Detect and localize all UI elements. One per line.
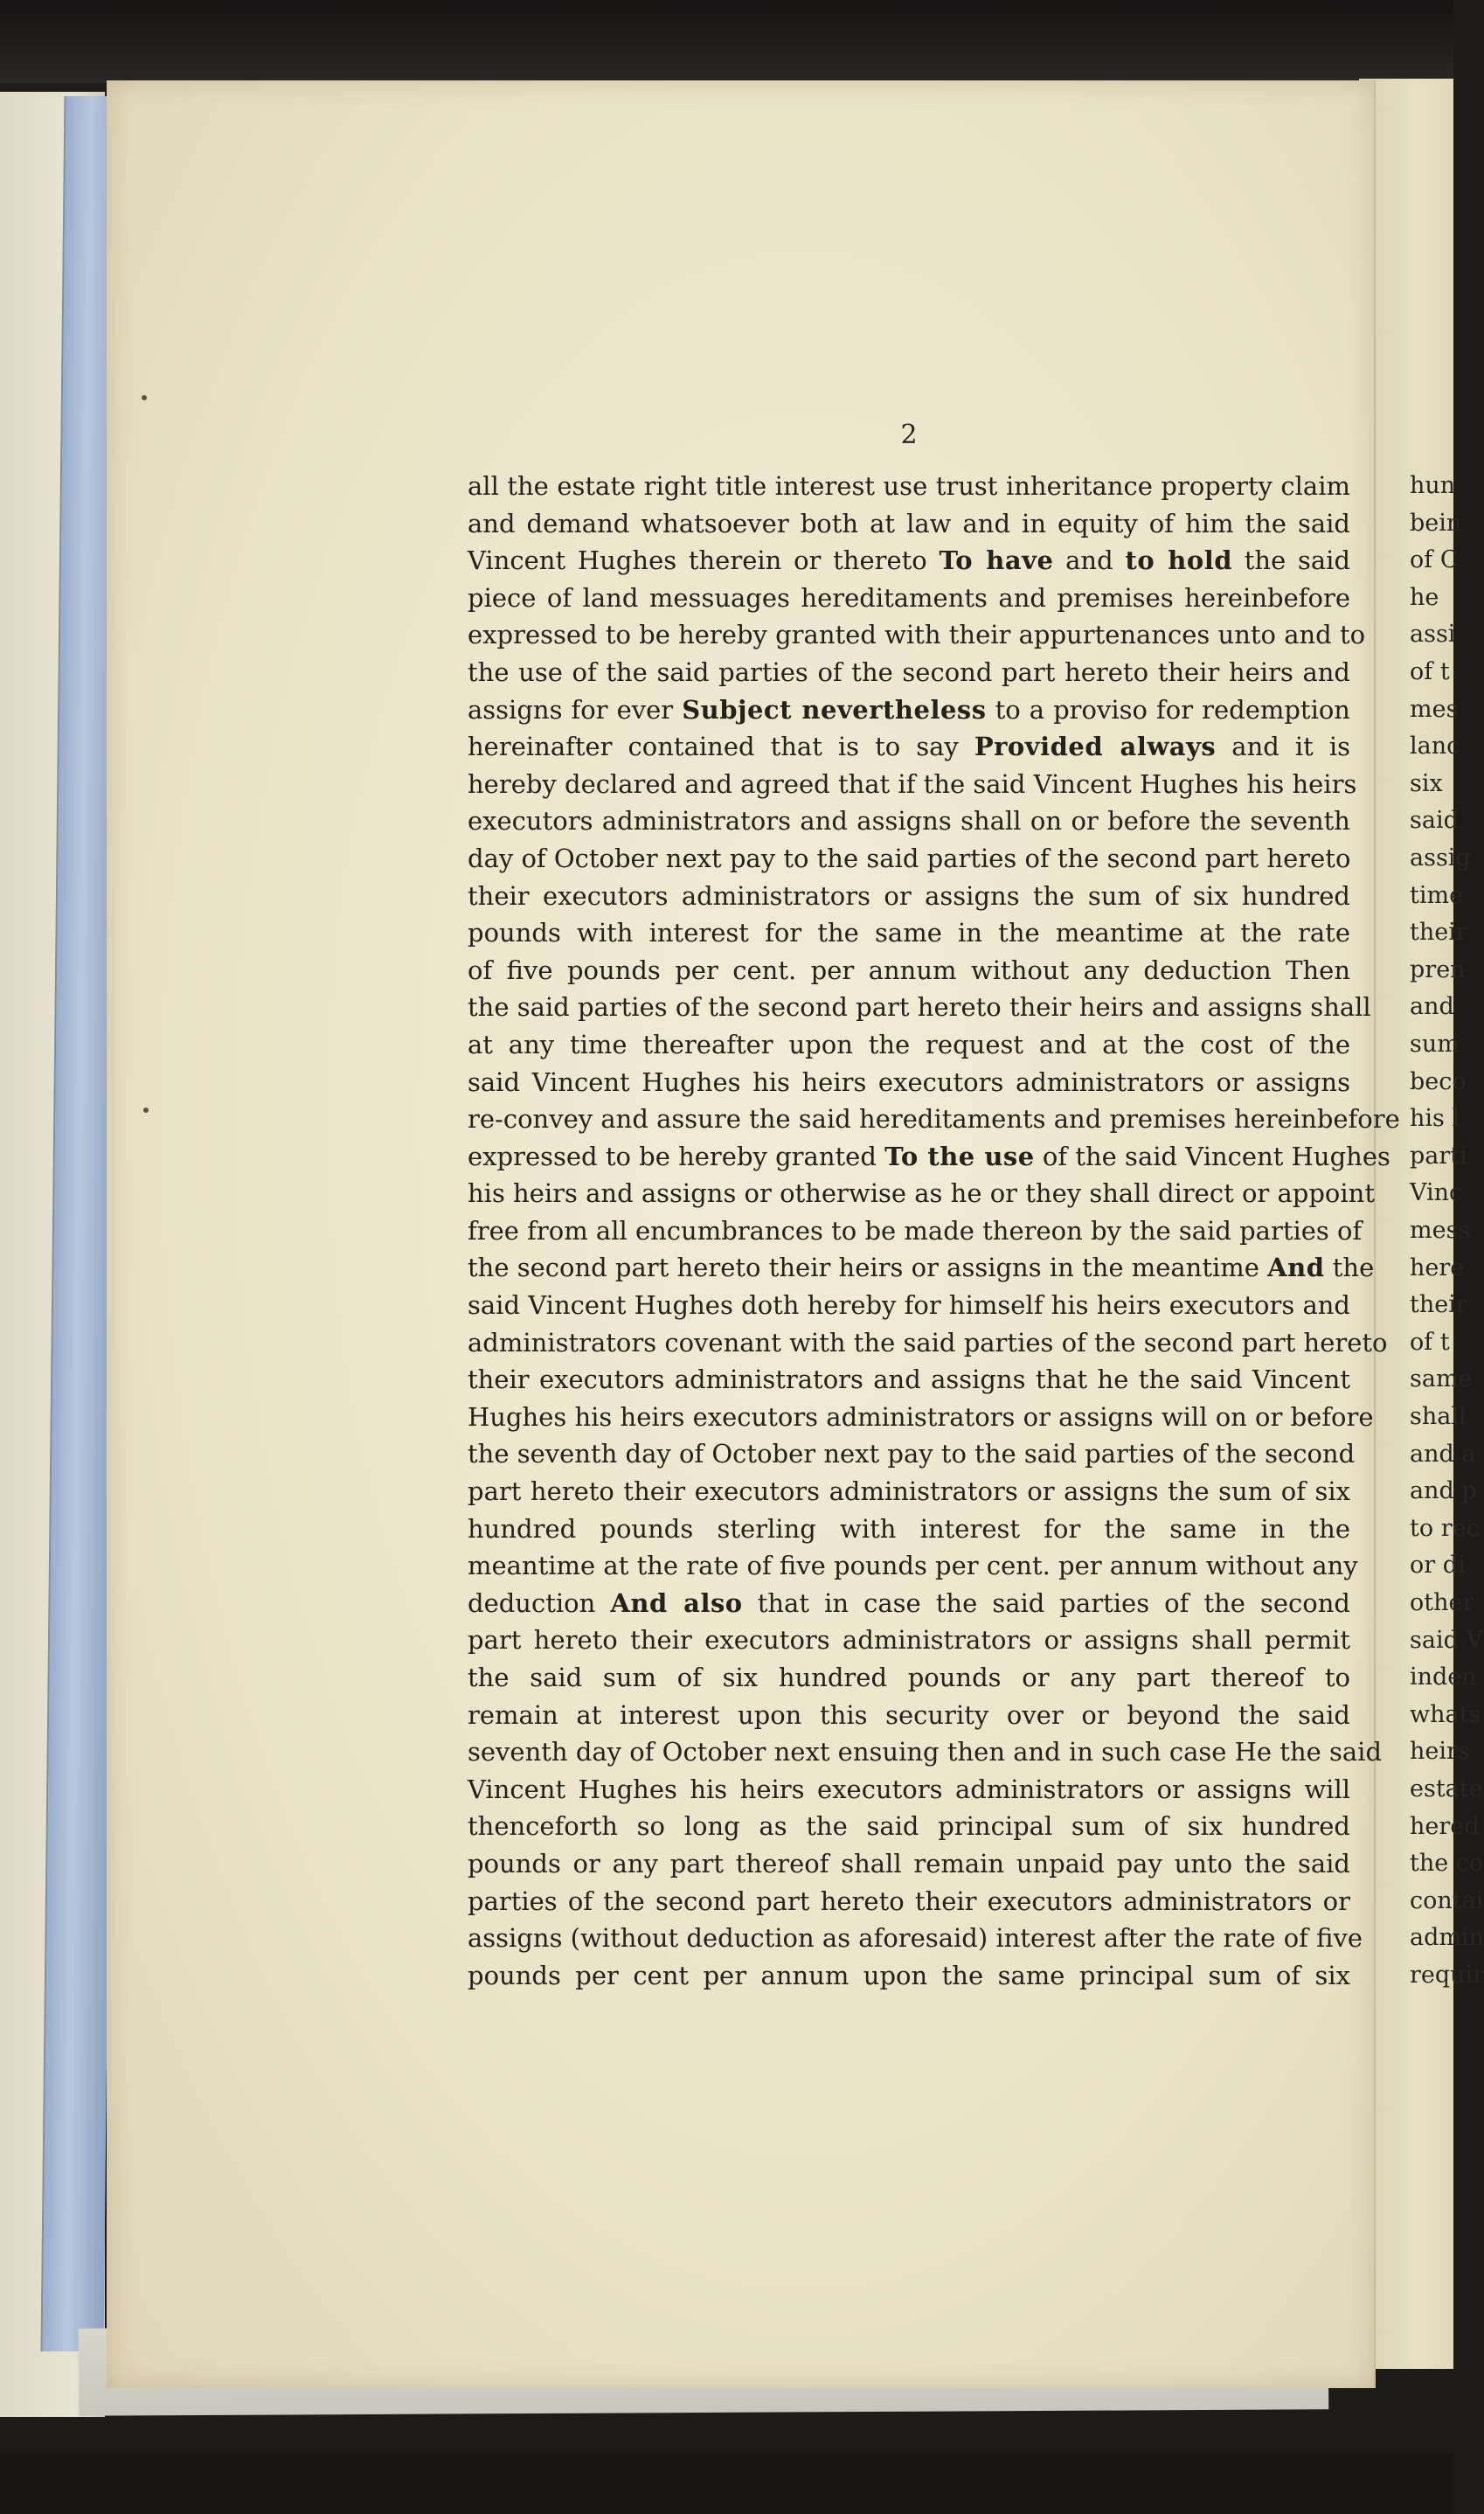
- line-text: hereinafter contained that is to say: [468, 732, 974, 762]
- line-text: part hereto their executors administrators or assigns the sum of six: [468, 1476, 1350, 1507]
- adjacent-page-fragment: mes: [1410, 695, 1459, 723]
- line-text: Vincent Hughes his heirs executors administrators or assigns will: [468, 1774, 1350, 1804]
- text-line: [468, 1957, 1350, 1995]
- line-text: day of October next pay to the said parties of the second part hereto: [468, 843, 1351, 873]
- text-line: [468, 1510, 1350, 1548]
- text-line: [468, 840, 1350, 878]
- adjacent-page-fragment: parti: [1410, 1142, 1467, 1170]
- line-text: the seventh day of October next pay to the said parties of the second: [468, 1439, 1356, 1469]
- text-line: [468, 691, 1350, 729]
- adjacent-page-fragment: lanc: [1410, 733, 1460, 760]
- text-line: [468, 1585, 1350, 1622]
- adjacent-page-fragment: same: [1410, 1365, 1473, 1393]
- adjacent-page-fragment: and a: [1410, 1440, 1476, 1468]
- line-text: the use of the said parties of the second part hereto their heirs and: [468, 656, 1350, 687]
- text-line: [468, 1026, 1350, 1064]
- line-text: the said: [1232, 545, 1351, 576]
- text-line: [468, 1212, 1363, 1250]
- line-text: Vincent Hughes therein or thereto: [468, 545, 940, 576]
- line-text: seventh day of October next ensuing then and in such case He the said: [468, 1737, 1383, 1767]
- text-line: [468, 1473, 1350, 1510]
- adjacent-page-fragment: requir: [1410, 1962, 1484, 1989]
- line-text: the said parties of the second part hereto their heirs and assigns shall: [468, 992, 1371, 1023]
- line-text: remain at interest upon this security over or beyond the said: [468, 1699, 1350, 1730]
- text-line: [468, 914, 1350, 952]
- adjacent-page-fragment: hun: [1410, 472, 1456, 499]
- text-line: [468, 1287, 1350, 1324]
- adjacent-page-fragment: he: [1410, 583, 1439, 611]
- adjacent-page-fragment: their: [1410, 1291, 1467, 1319]
- text-line: [468, 1101, 1400, 1138]
- line-text: and: [1053, 545, 1126, 576]
- blackletter-phrase: And: [1267, 1253, 1325, 1283]
- adjacent-page-fragment: inden: [1410, 1663, 1477, 1691]
- adjacent-page-fragment: six: [1410, 769, 1443, 797]
- adjacent-page-fragment: and: [1410, 993, 1454, 1021]
- line-text: executors administrators and assigns shall on or before the seventh: [468, 806, 1350, 837]
- text-line: [468, 1733, 1383, 1771]
- line-text: deduction: [468, 1587, 611, 1618]
- text-line: [468, 1435, 1356, 1473]
- adjacent-page-fragment: of t: [1410, 1328, 1450, 1356]
- text-line: [468, 802, 1350, 840]
- adjacent-page-fragment: their: [1410, 919, 1467, 947]
- adjacent-page-fragment: Vinc: [1410, 1179, 1463, 1207]
- text-line: [468, 1547, 1358, 1585]
- adjacent-page-fragment: shall: [1410, 1403, 1467, 1430]
- text-line: [468, 542, 1350, 580]
- adjacent-page-fragment: of C: [1410, 546, 1459, 574]
- text-line: [468, 1659, 1350, 1697]
- adjacent-page-fragment: said V: [1410, 1626, 1483, 1654]
- adjacent-page-fragment: and p: [1410, 1477, 1477, 1505]
- blackletter-phrase: Provided always: [974, 732, 1217, 762]
- line-text: said Vincent Hughes doth hereby for himself his heirs executors and: [468, 1290, 1350, 1321]
- line-text: of five pounds per cent. per annum without any deduction Then: [468, 955, 1350, 985]
- dark-background-top: [0, 0, 1453, 83]
- text-line: [468, 878, 1350, 915]
- text-line: [468, 654, 1350, 691]
- line-text: thenceforth so long as the said principal sum of six hundred: [468, 1811, 1350, 1842]
- adjacent-page-fragment: time: [1410, 881, 1464, 909]
- line-text: expressed to be hereby granted: [468, 1141, 885, 1171]
- line-text: hereby declared and agreed that if the said Vincent Hughes his heirs: [468, 768, 1357, 799]
- text-line: [468, 989, 1371, 1026]
- line-text: pounds per cent per annum upon the same principal sum of six: [468, 1960, 1350, 1990]
- line-text: part hereto their executors administrators or assigns shall permit: [468, 1625, 1350, 1656]
- adjacent-page-fragment: contai: [1410, 1886, 1484, 1914]
- line-text: pounds or any part thereof shall remain unpaid pay unto the said: [468, 1848, 1350, 1879]
- line-text: their executors administrators and assigns that he the said Vincent: [468, 1365, 1350, 1395]
- adjacent-page-fragment: mess: [1410, 1217, 1471, 1244]
- line-text: of the said Vincent Hughes: [1034, 1141, 1390, 1171]
- line-text: free from all encumbrances to be made thereon by the said parties of: [468, 1215, 1363, 1246]
- adjacent-page-fragment: sum: [1410, 1031, 1460, 1058]
- text-line: [468, 1845, 1350, 1883]
- text-line: [468, 1324, 1388, 1362]
- blackletter-phrase: To have: [939, 545, 1054, 576]
- ink-speck: [142, 395, 147, 400]
- text-line: [468, 1138, 1390, 1176]
- line-text: and demand whatsoever both at law and in equity of him the said: [468, 508, 1350, 538]
- line-text: assigns (without deduction as aforesaid) interest after the rate of five: [468, 1923, 1363, 1954]
- text-line: [468, 766, 1357, 803]
- adjacent-page-fragment: said: [1410, 807, 1459, 835]
- blackletter-phrase: To the use: [884, 1141, 1035, 1171]
- adjacent-page-fragment: beco: [1410, 1067, 1467, 1095]
- text-line: [468, 1175, 1375, 1212]
- adjacent-page-fragment: assig: [1410, 844, 1471, 872]
- adjacent-page-fragment: assi: [1410, 621, 1456, 649]
- line-text: and it is: [1216, 732, 1350, 762]
- line-text: his heirs and assigns or otherwise as he or they shall direct or appoint: [468, 1178, 1375, 1209]
- adjacent-page-fragment: to rec: [1410, 1514, 1480, 1542]
- line-text: the: [1324, 1253, 1375, 1283]
- page-number: 2: [900, 420, 918, 450]
- text-line: [468, 468, 1350, 505]
- line-text: administrators covenant with the said parties of the second part hereto: [468, 1327, 1388, 1358]
- line-text: meantime at the rate of five pounds per cent. per annum without any: [468, 1551, 1358, 1581]
- line-text: piece of land messuages hereditaments and premises hereinbefore: [468, 582, 1350, 613]
- text-line: [468, 616, 1366, 654]
- adjacent-page-fragment: or di: [1410, 1552, 1466, 1580]
- deed-body-text: [468, 468, 1400, 1994]
- blackletter-phrase: And also: [610, 1587, 743, 1618]
- adjacent-page-fragment: heirs: [1410, 1738, 1470, 1766]
- text-line: [468, 1622, 1350, 1659]
- blackletter-phrase: Subject nevertheless: [682, 694, 987, 725]
- text-line: [468, 1399, 1374, 1436]
- text-line: [468, 1249, 1375, 1287]
- adjacent-page-fragment: pren: [1410, 955, 1466, 983]
- adjacent-page-fragment: here: [1410, 1254, 1465, 1281]
- line-text: all the estate right title interest use trust inheritance property claim: [468, 471, 1350, 501]
- line-text: that in case the said parties of the second: [742, 1587, 1350, 1618]
- text-line: [468, 1361, 1350, 1399]
- line-text: said Vincent Hughes his heirs executors administrators or assigns: [468, 1066, 1350, 1097]
- text-line: [468, 1771, 1350, 1809]
- adjacent-page-fragment: hered: [1410, 1812, 1480, 1840]
- adjacent-page-fragment: bein: [1410, 509, 1462, 537]
- text-line: [468, 952, 1350, 990]
- line-text: parties of the second part hereto their executors administrators or: [468, 1886, 1350, 1916]
- line-text: to a proviso for redemption: [986, 694, 1350, 725]
- text-line: [468, 1883, 1350, 1920]
- ink-speck: [143, 1108, 149, 1113]
- adjacent-page-fragment: of t: [1410, 658, 1450, 685]
- adjacent-page-fragment: the co: [1410, 1850, 1484, 1878]
- dark-background-bottom: [0, 2453, 1453, 2514]
- text-line: [468, 580, 1350, 617]
- blackletter-phrase: to hold: [1125, 545, 1233, 576]
- adjacent-page-fragment: his l: [1410, 1105, 1460, 1133]
- line-text: the second part hereto their heirs or assigns in the meantime: [468, 1253, 1268, 1283]
- text-line: [468, 1697, 1350, 1734]
- line-text: at any time thereafter upon the request and at the cost of the: [468, 1029, 1350, 1059]
- line-text: assigns for ever: [468, 694, 683, 725]
- adjacent-page-fragment: other: [1410, 1589, 1474, 1616]
- line-text: re-convey and assure the said hereditaments and premises hereinbefore: [468, 1104, 1400, 1135]
- adjacent-page-fragment: estate: [1410, 1775, 1483, 1802]
- text-line: [468, 505, 1350, 543]
- line-text: expressed to be hereby granted with their appurtenances unto and to: [468, 620, 1366, 650]
- text-line: [468, 1808, 1350, 1845]
- line-text: pounds with interest for the same in the meantime at the rate: [468, 918, 1350, 948]
- adjacent-page-fragment: admin: [1410, 1924, 1484, 1952]
- line-text: their executors administrators or assigns the sum of six hundred: [468, 880, 1350, 911]
- text-line: [468, 728, 1350, 766]
- line-text: hundred pounds sterling with interest for the same in the: [468, 1513, 1350, 1544]
- text-line: [468, 1064, 1350, 1101]
- adjacent-page-fragment: whats: [1410, 1700, 1481, 1728]
- text-line: [468, 1920, 1363, 1957]
- line-text: Hughes his heirs executors administrators or assigns will on or before: [468, 1401, 1374, 1432]
- line-text: the said sum of six hundred pounds or any part thereof to: [468, 1663, 1350, 1692]
